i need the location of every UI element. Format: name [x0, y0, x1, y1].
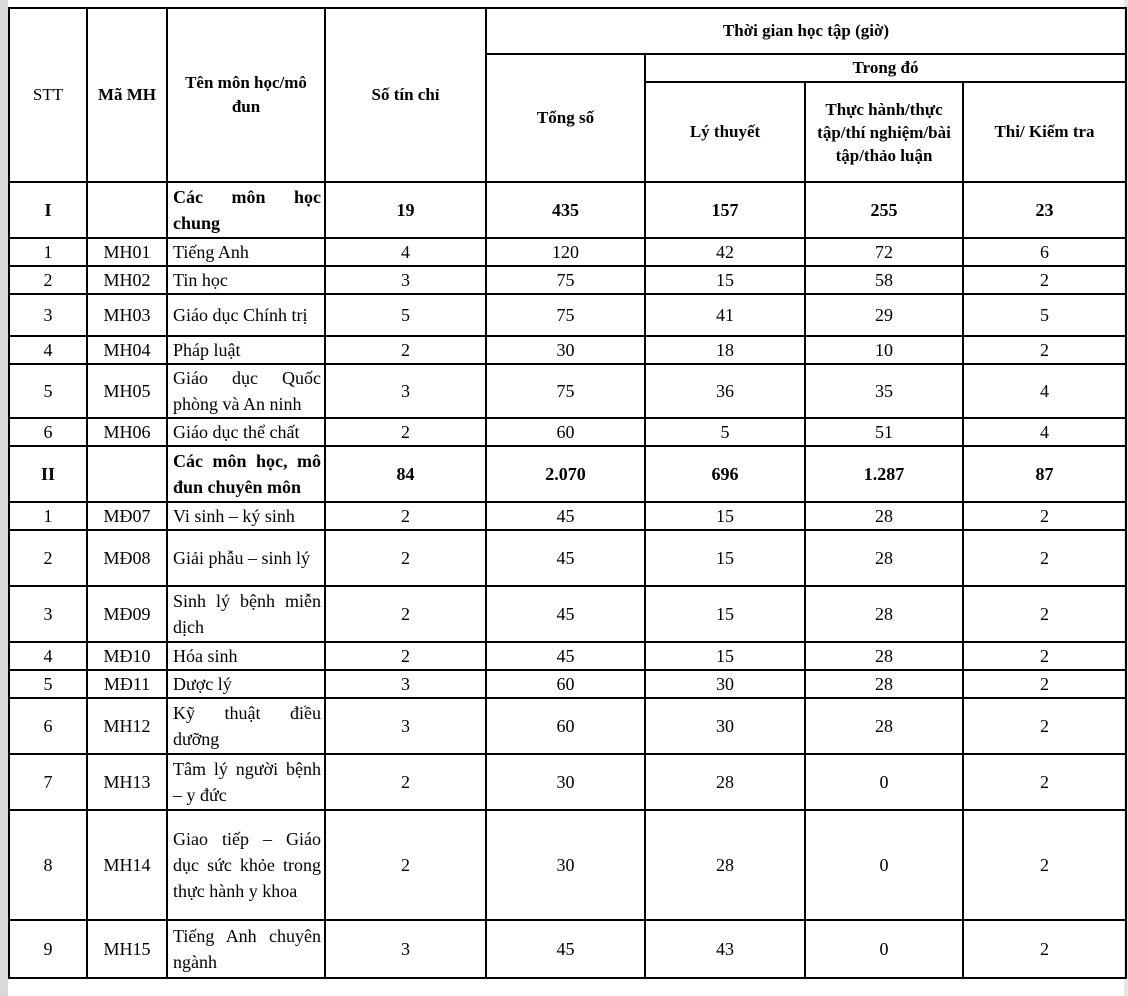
row-so-tin-chi: 2: [325, 530, 486, 586]
header-stt: STT: [9, 8, 87, 182]
row-stt: 3: [9, 586, 87, 642]
row-ly-thuyet: 28: [645, 810, 805, 920]
row-thuc-hanh: 58: [805, 266, 963, 294]
row-so-tin-chi: 2: [325, 418, 486, 446]
row-thuc-hanh: 29: [805, 294, 963, 336]
row-ma-mh: MH13: [87, 754, 167, 810]
row-ten-mon-hoc: Các môn học, mô đun chuyên môn: [167, 446, 325, 502]
row-tong-so: 75: [486, 266, 645, 294]
row-ma-mh: [87, 446, 167, 502]
row-stt: 1: [9, 502, 87, 530]
row-tong-so: 45: [486, 502, 645, 530]
row-stt: 2: [9, 266, 87, 294]
row-ly-thuyet: 15: [645, 642, 805, 670]
row-thi-kiem-tra: 5: [963, 294, 1126, 336]
row-ly-thuyet: 696: [645, 446, 805, 502]
row-tong-so: 30: [486, 336, 645, 364]
row-ma-mh: MH03: [87, 294, 167, 336]
row-ly-thuyet: 15: [645, 586, 805, 642]
row-stt: 7: [9, 754, 87, 810]
row-ten-mon-hoc: Dược lý: [167, 670, 325, 698]
row-tong-so: 75: [486, 294, 645, 336]
row-ly-thuyet: 157: [645, 182, 805, 238]
table-row: [9, 418, 1126, 446]
row-ly-thuyet: 5: [645, 418, 805, 446]
row-so-tin-chi: 2: [325, 642, 486, 670]
row-so-tin-chi: 3: [325, 920, 486, 978]
row-stt: 1: [9, 238, 87, 266]
row-ma-mh: [87, 182, 167, 238]
header-thoi-gian-hoc-tap: Thời gian học tập (giờ): [486, 8, 1126, 54]
row-thuc-hanh: 28: [805, 698, 963, 754]
row-so-tin-chi: 4: [325, 238, 486, 266]
row-tong-so: 435: [486, 182, 645, 238]
header-ly-thuyet: Lý thuyết: [645, 82, 805, 182]
row-thuc-hanh: 10: [805, 336, 963, 364]
row-tong-so: 45: [486, 530, 645, 586]
row-so-tin-chi: 84: [325, 446, 486, 502]
row-thi-kiem-tra: 6: [963, 238, 1126, 266]
row-stt: 8: [9, 810, 87, 920]
row-ten-mon-hoc: Giao tiếp – Giáo dục sức khỏe trong thực hành y khoa: [167, 810, 325, 920]
table-row: [9, 642, 1126, 670]
row-thuc-hanh: 51: [805, 418, 963, 446]
row-so-tin-chi: 2: [325, 502, 486, 530]
row-ly-thuyet: 30: [645, 670, 805, 698]
row-stt: II: [9, 446, 87, 502]
table-row: [9, 364, 1126, 418]
row-stt: I: [9, 182, 87, 238]
header-so-tin-chi: Số tín chỉ: [325, 8, 486, 182]
row-tong-so: 120: [486, 238, 645, 266]
row-tong-so: 2.070: [486, 446, 645, 502]
row-ma-mh: MH04: [87, 336, 167, 364]
row-ten-mon-hoc: Tin học: [167, 266, 325, 294]
row-ly-thuyet: 18: [645, 336, 805, 364]
row-so-tin-chi: 5: [325, 294, 486, 336]
row-thi-kiem-tra: 2: [963, 754, 1126, 810]
row-so-tin-chi: 2: [325, 810, 486, 920]
row-thuc-hanh: 35: [805, 364, 963, 418]
row-ma-mh: MH02: [87, 266, 167, 294]
row-ly-thuyet: 28: [645, 754, 805, 810]
row-ma-mh: MĐ11: [87, 670, 167, 698]
row-thi-kiem-tra: 2: [963, 670, 1126, 698]
row-stt: 3: [9, 294, 87, 336]
row-ma-mh: MH15: [87, 920, 167, 978]
table-row: [9, 810, 1126, 920]
row-ten-mon-hoc: Sinh lý bệnh miễn dịch: [167, 586, 325, 642]
row-ten-mon-hoc: Giáo dục Quốc phòng và An ninh: [167, 364, 325, 418]
row-stt: 5: [9, 364, 87, 418]
row-ma-mh: MH12: [87, 698, 167, 754]
row-stt: 5: [9, 670, 87, 698]
table-row: [9, 698, 1126, 754]
row-ly-thuyet: 15: [645, 530, 805, 586]
row-tong-so: 30: [486, 810, 645, 920]
header-thi-kiem-tra: Thi/ Kiểm tra: [963, 82, 1126, 182]
row-ma-mh: MĐ08: [87, 530, 167, 586]
table-row: [9, 294, 1126, 336]
table-row: [9, 754, 1126, 810]
row-thi-kiem-tra: 2: [963, 810, 1126, 920]
row-stt: 4: [9, 642, 87, 670]
table-row: [9, 920, 1126, 978]
row-so-tin-chi: 3: [325, 698, 486, 754]
row-so-tin-chi: 3: [325, 364, 486, 418]
row-ma-mh: MH06: [87, 418, 167, 446]
row-thi-kiem-tra: 2: [963, 920, 1126, 978]
row-tong-so: 45: [486, 586, 645, 642]
row-thuc-hanh: 28: [805, 502, 963, 530]
row-thi-kiem-tra: 2: [963, 502, 1126, 530]
row-stt: 6: [9, 418, 87, 446]
row-ten-mon-hoc: Vi sinh – ký sinh: [167, 502, 325, 530]
table-body: [9, 182, 1126, 978]
row-thi-kiem-tra: 2: [963, 586, 1126, 642]
table-row: [9, 446, 1126, 502]
row-ma-mh: MĐ09: [87, 586, 167, 642]
row-thi-kiem-tra: 4: [963, 364, 1126, 418]
row-ten-mon-hoc: Giải phẫu – sinh lý: [167, 530, 325, 586]
row-tong-so: 45: [486, 920, 645, 978]
row-tong-so: 60: [486, 698, 645, 754]
row-thi-kiem-tra: 2: [963, 698, 1126, 754]
row-stt: 2: [9, 530, 87, 586]
row-stt: 6: [9, 698, 87, 754]
header-trong-do: Trong đó: [645, 54, 1126, 82]
window-left-edge: [0, 0, 8, 996]
row-thi-kiem-tra: 2: [963, 266, 1126, 294]
row-ma-mh: MH01: [87, 238, 167, 266]
row-ly-thuyet: 36: [645, 364, 805, 418]
row-thuc-hanh: 72: [805, 238, 963, 266]
row-thi-kiem-tra: 23: [963, 182, 1126, 238]
table-row: [9, 182, 1126, 238]
row-thuc-hanh: 28: [805, 586, 963, 642]
row-thi-kiem-tra: 2: [963, 336, 1126, 364]
table-row: [9, 502, 1126, 530]
row-thuc-hanh: 0: [805, 810, 963, 920]
header-thuc-hanh: Thực hành/thực tập/thí nghiệm/bài tập/thảo luận: [805, 82, 963, 182]
row-ten-mon-hoc: Hóa sinh: [167, 642, 325, 670]
row-tong-so: 45: [486, 642, 645, 670]
row-ma-mh: MH05: [87, 364, 167, 418]
row-ma-mh: MĐ10: [87, 642, 167, 670]
row-so-tin-chi: 3: [325, 266, 486, 294]
row-ly-thuyet: 15: [645, 502, 805, 530]
row-ly-thuyet: 15: [645, 266, 805, 294]
row-thuc-hanh: 1.287: [805, 446, 963, 502]
row-tong-so: 60: [486, 418, 645, 446]
row-stt: 4: [9, 336, 87, 364]
row-ten-mon-hoc: Giáo dục Chính trị: [167, 294, 325, 336]
row-so-tin-chi: 2: [325, 586, 486, 642]
table-row: [9, 336, 1126, 364]
row-so-tin-chi: 2: [325, 754, 486, 810]
row-thuc-hanh: 28: [805, 670, 963, 698]
row-stt: 9: [9, 920, 87, 978]
row-thuc-hanh: 28: [805, 530, 963, 586]
row-thuc-hanh: 255: [805, 182, 963, 238]
header-ma-mh: Mã MH: [87, 8, 167, 182]
row-thi-kiem-tra: 2: [963, 530, 1126, 586]
row-thi-kiem-tra: 4: [963, 418, 1126, 446]
row-ly-thuyet: 30: [645, 698, 805, 754]
row-ly-thuyet: 42: [645, 238, 805, 266]
row-tong-so: 60: [486, 670, 645, 698]
table-row: [9, 530, 1126, 586]
row-ten-mon-hoc: Kỹ thuật điều dưỡng: [167, 698, 325, 754]
row-thuc-hanh: 0: [805, 754, 963, 810]
row-ten-mon-hoc: Tâm lý người bệnh – y đức: [167, 754, 325, 810]
table-row: [9, 266, 1126, 294]
table-row: [9, 238, 1126, 266]
row-tong-so: 75: [486, 364, 645, 418]
curriculum-table: [8, 7, 1127, 979]
row-ly-thuyet: 41: [645, 294, 805, 336]
row-thi-kiem-tra: 2: [963, 642, 1126, 670]
row-thi-kiem-tra: 87: [963, 446, 1126, 502]
table-row: [9, 670, 1126, 698]
row-so-tin-chi: 3: [325, 670, 486, 698]
row-tong-so: 30: [486, 754, 645, 810]
row-ten-mon-hoc: Tiếng Anh: [167, 238, 325, 266]
row-ten-mon-hoc: Giáo dục thể chất: [167, 418, 325, 446]
row-thuc-hanh: 28: [805, 642, 963, 670]
row-ten-mon-hoc: Pháp luật: [167, 336, 325, 364]
row-ma-mh: MĐ07: [87, 502, 167, 530]
row-ten-mon-hoc: Tiếng Anh chuyên ngành: [167, 920, 325, 978]
row-thuc-hanh: 0: [805, 920, 963, 978]
row-so-tin-chi: 2: [325, 336, 486, 364]
row-ma-mh: MH14: [87, 810, 167, 920]
header-tong-so: Tổng số: [486, 54, 645, 182]
table-row: [9, 586, 1126, 642]
row-ten-mon-hoc: Các môn học chung: [167, 182, 325, 238]
header-ten-mon-hoc: Tên môn học/mô đun: [167, 8, 325, 182]
row-so-tin-chi: 19: [325, 182, 486, 238]
row-ly-thuyet: 43: [645, 920, 805, 978]
